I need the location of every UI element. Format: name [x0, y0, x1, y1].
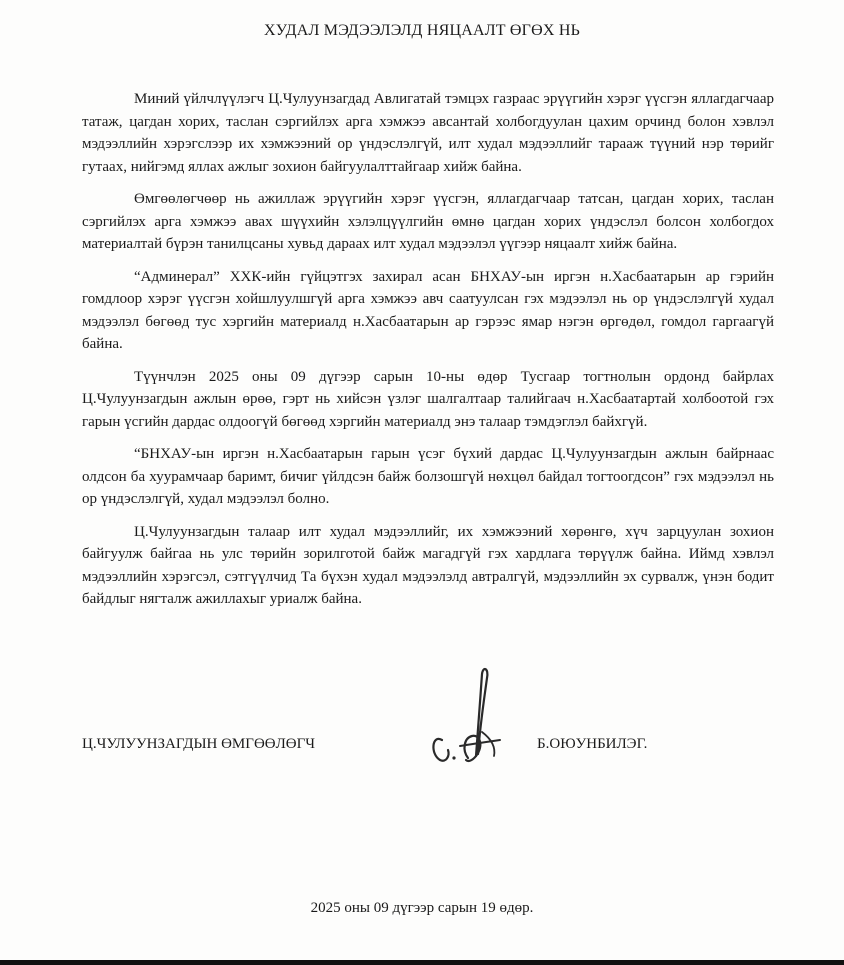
bottom-edge-divider: [0, 960, 844, 965]
signatory-name: Б.ОЮУНБИЛЭГ.: [537, 736, 648, 752]
document-title: ХУДАЛ МЭДЭЭЛЭЛД НЯЦААЛТ ӨГӨХ НЬ: [263, 22, 580, 39]
paragraph-1: Миний үйлчлүүлэгч Ц.Чулуунзагдад Авлигатай тэмцэх газраас эрүүгийн хэрэг үүсгэн яллагдагчаар татаж, цагдан хорих, таслан сэргийлэх арга хэмжээ авсантай холбогдуулан цахим орчинд болон хэвлэл мэдээллийн хэрэгслээр их хэмжээний ор үндэслэлгүй, илт худал мэдээллийг тарааж түүний нэр төрийг гутаах, нийгэмд яллах ажлыг зохион байгуулалттайгаар хийж байна.: [82, 91, 774, 175]
paragraph-5: “БНХАУ-ын иргэн н.Хасбаатарын гарын үсэг бүхий дардас Ц.Чулуунзагдын ажлын байрнаас олдсон ба хуурамчаар баримт, бичиг үйлдсэн байж болзошгүй нөхцөл байдал тогтоогдсон” гэх мэдээлэл нь ор үндэслэлгүй, худал мэдээлэл болно.: [82, 446, 774, 507]
signature-block: [82, 732, 782, 762]
document-date: 2025 оны 09 дүгээр сарын 19 өдөр.: [310, 900, 534, 916]
paragraph-2: Өмгөөлөгчөөр нь ажиллаж эрүүгийн хэрэг үүсгэн, яллагдагчаар татсан, цагдан хорих, таслан сэргийлэх арга хэмжээ авах шүүхийн хэлэлцүүлгийн өмнө цагдан хорих үндэслэл болсон холбогдох материалтай бүрэн танилцсаны хувьд дараах илт худал мэдээлэл үүгээр няцаалт хийж байна.: [82, 191, 774, 252]
signatory-role: Ц.ЧУЛУУНЗАГДЫН ӨМГӨӨЛӨГЧ: [82, 736, 316, 752]
paragraph-3: “Админерал” ХХК-ийн гүйцэтгэх захирал асан БНХАУ-ын иргэн н.Хасбаатарын ар гэрийн гомдлоор хэрэг үүсгэн хойшлуулшгүй арга хэмжээ авч саатуулсан гэх мэдээлэл нь ор үндэслэлгүй худал мэдээлэл бөгөөд тус хэргийн материалд н.Хасбаатарын ар гэрээс ямар нэгэн өргөдөл, гомдол гаргаагүй байна.: [82, 268, 774, 352]
paragraph-6: Ц.Чулуунзагдын талаар илт худал мэдээллийг, их хэмжээний хөрөнгө, хүч зарцуулан зохион байгуулж байгаа нь улс төрийн зорилготой байж магадгүй гэх хардлага төрүүлж байна. Иймд хэвлэл мэдээллийн хэрэгсэл, сэтгүүлчид Та бүхэн худал мэдээлэлд автралгүй, мэдээллийн эх сурвалж, үнэн бодит байдлыг нягталж ажиллахыг уриалж байна.: [82, 523, 774, 607]
document-body: [82, 88, 774, 621]
paragraph-4: Түүнчлэн 2025 оны 09 дүгээр сарын 10-ны өдөр Тусгаар тогтнолын ордонд байрлах Ц.Чулуунзагдын ажлын өрөө, гэрт нь хийсэн үзлэг шалгалтаар талийгаач н.Хасбаатартай холбоотой гэх гарын үсгийн дардас олдоогүй бөгөөд хэргийн материалд энэ талаар тэмдэглэл байхгүй.: [82, 368, 774, 430]
